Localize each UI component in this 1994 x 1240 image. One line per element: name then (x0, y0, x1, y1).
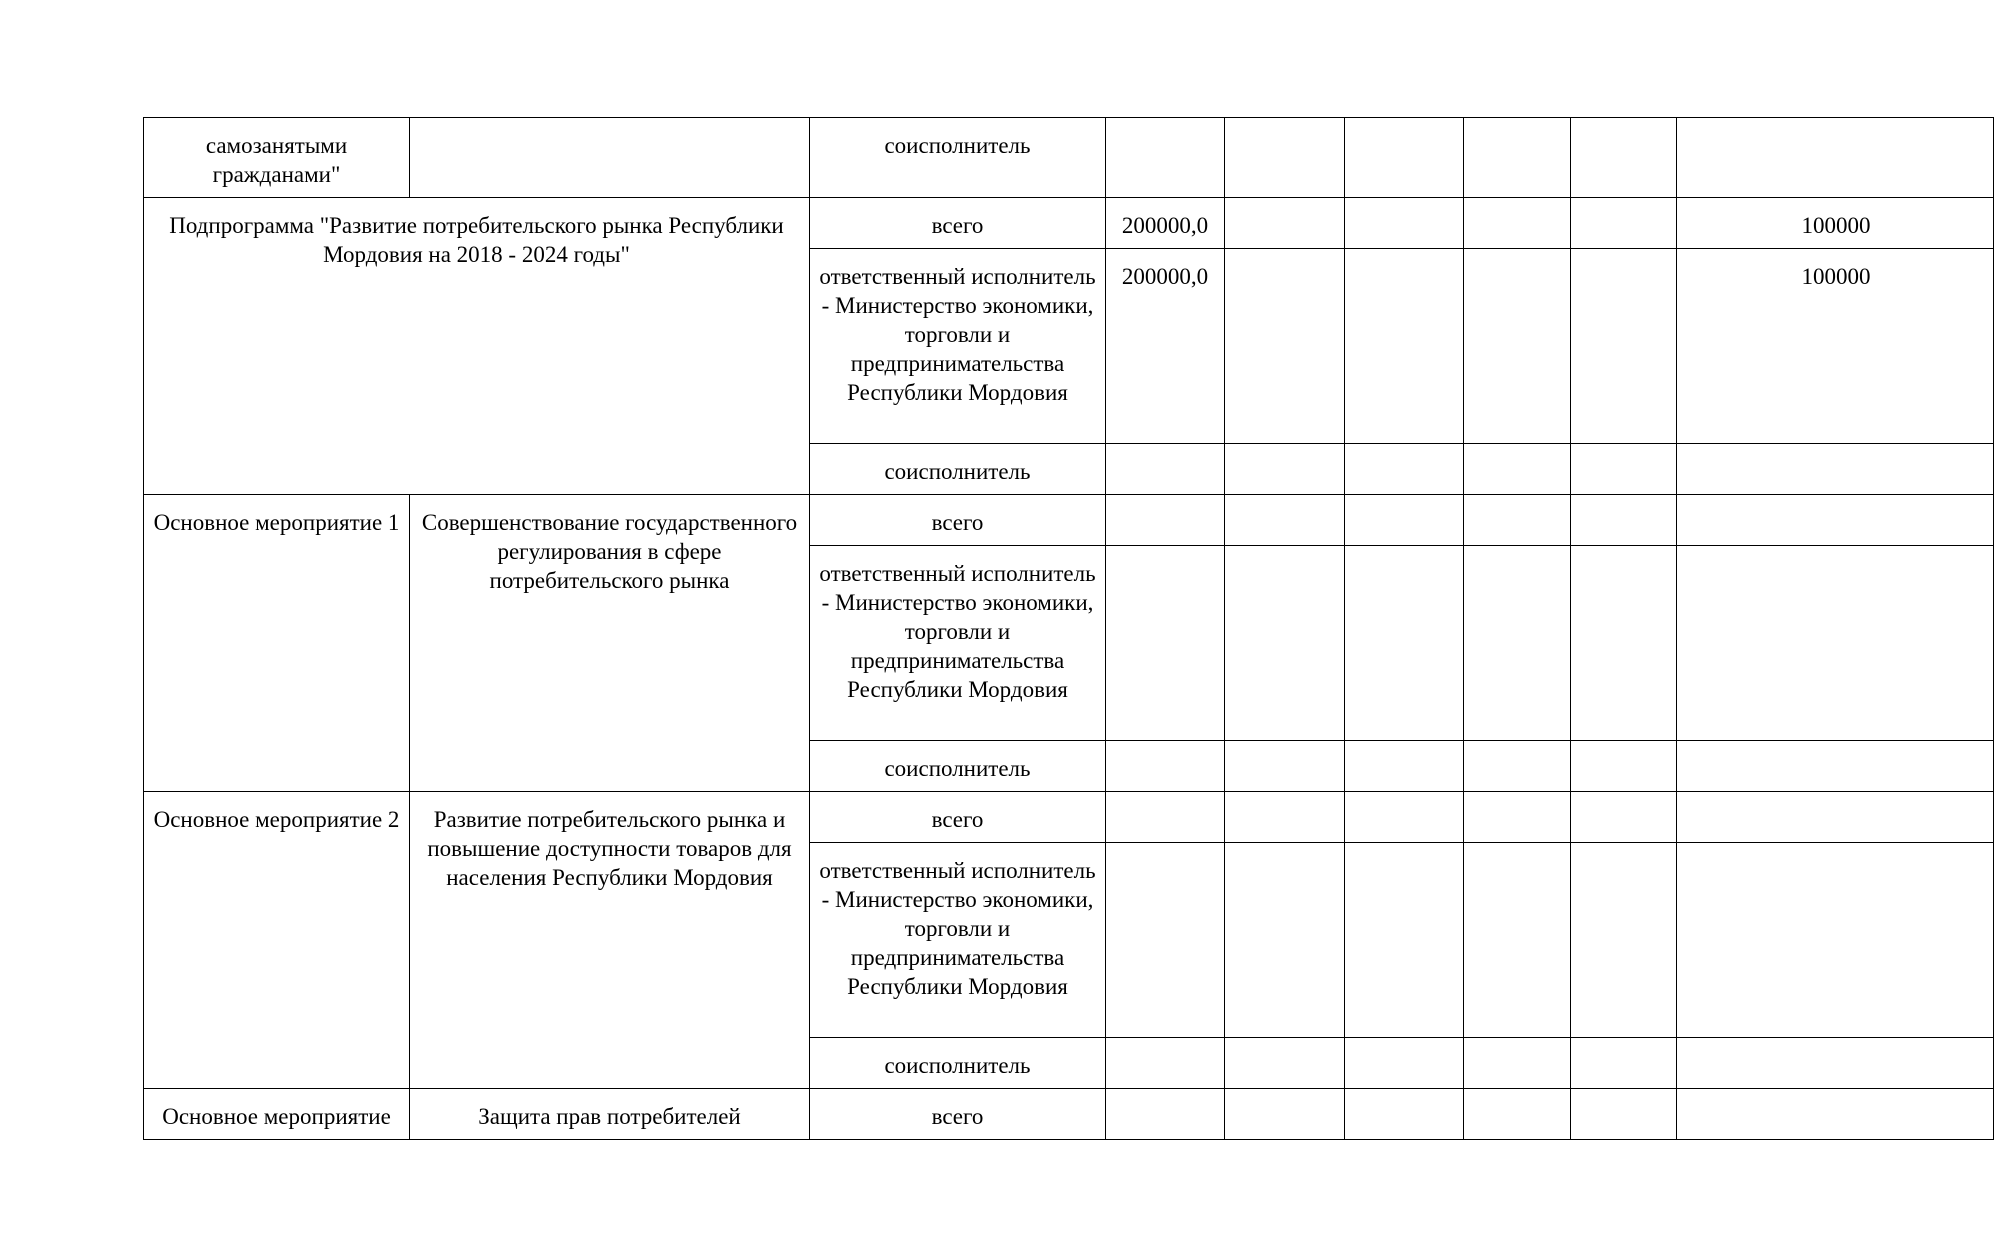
table-row (144, 792, 1994, 843)
value-cell (1345, 495, 1464, 546)
value-cell (1464, 546, 1571, 741)
value-cell (1571, 1038, 1677, 1089)
subprogram-title-cell: Подпрограмма "Развитие потребительского рынка Республики Мордовия на 2018 - 2024 годы" (144, 198, 810, 495)
value-cell (1106, 843, 1225, 1038)
value-cell: 200000,0 (1106, 198, 1225, 249)
table-row (144, 118, 1994, 198)
executor-cell: всего (810, 792, 1106, 843)
value-cell (1225, 198, 1345, 249)
value-cell (1225, 546, 1345, 741)
value-cell (1345, 741, 1464, 792)
value-cell (1106, 444, 1225, 495)
value-cell (1225, 249, 1345, 444)
value-cell (1677, 118, 1994, 198)
value-cell (1677, 1089, 1994, 1140)
measure-desc-cell: Защита прав потребителей (410, 1089, 810, 1140)
executor-cell: ответственный исполнитель - Министерство экономики, торговли и предпринимательства Республики Мордовия (810, 843, 1106, 1038)
value-cell (1106, 495, 1225, 546)
value-cell (1571, 444, 1677, 495)
budget-table (143, 117, 1994, 1140)
value-cell (1464, 1038, 1571, 1089)
value-cell (1571, 198, 1677, 249)
executor-cell: соисполнитель (810, 1038, 1106, 1089)
value-cell: 100000 (1677, 198, 1994, 249)
executor-cell: всего (810, 1089, 1106, 1140)
value-cell (1225, 843, 1345, 1038)
value-cell (1225, 118, 1345, 198)
value-cell (1106, 741, 1225, 792)
value-cell (1345, 1038, 1464, 1089)
value-cell (1106, 792, 1225, 843)
value-cell (1677, 843, 1994, 1038)
value-cell (1464, 843, 1571, 1038)
value-cell (1225, 495, 1345, 546)
table-row (144, 1089, 1994, 1140)
measure-desc-cell: Развитие потребительского рынка и повышение доступности товаров для населения Республики Мордовия (410, 792, 810, 1089)
value-cell (1677, 792, 1994, 843)
value-cell (1225, 1089, 1345, 1140)
executor-cell: ответственный исполнитель - Министерство экономики, торговли и предпринимательства Республики Мордовия (810, 546, 1106, 741)
value-cell (1677, 495, 1994, 546)
value-cell (1464, 198, 1571, 249)
value-cell (1345, 1089, 1464, 1140)
value-cell (1571, 843, 1677, 1038)
value-cell (1677, 546, 1994, 741)
value-cell (1106, 1089, 1225, 1140)
value-cell (1106, 546, 1225, 741)
value-cell (1345, 198, 1464, 249)
value-cell: 200000,0 (1106, 249, 1225, 444)
value-cell (1106, 1038, 1225, 1089)
executor-cell: ответственный исполнитель - Министерство экономики, торговли и предпринимательства Республики Мордовия (810, 249, 1106, 444)
measure-name-cell: самозанятыми гражданами" (144, 118, 410, 198)
value-cell (1225, 792, 1345, 843)
value-cell (1106, 118, 1225, 198)
measure-desc-cell: Совершенствование государственного регулирования в сфере потребительского рынка (410, 495, 810, 792)
measure-name-cell: Основное мероприятие (144, 1089, 410, 1140)
value-cell (1571, 546, 1677, 741)
value-cell (1677, 444, 1994, 495)
value-cell (1225, 741, 1345, 792)
executor-cell: соисполнитель (810, 741, 1106, 792)
measure-name-cell: Основное мероприятие 1 (144, 495, 410, 792)
executor-cell: соисполнитель (810, 118, 1106, 198)
value-cell (1464, 118, 1571, 198)
value-cell (1345, 792, 1464, 843)
value-cell (1571, 1089, 1677, 1140)
value-cell (1571, 495, 1677, 546)
value-cell: 100000 (1677, 249, 1994, 444)
executor-cell: всего (810, 198, 1106, 249)
value-cell (1571, 792, 1677, 843)
value-cell (1225, 1038, 1345, 1089)
executor-cell: соисполнитель (810, 444, 1106, 495)
value-cell (1464, 444, 1571, 495)
measure-name-cell: Основное мероприятие 2 (144, 792, 410, 1089)
value-cell (1345, 118, 1464, 198)
value-cell (1571, 741, 1677, 792)
value-cell (1464, 495, 1571, 546)
value-cell (1345, 843, 1464, 1038)
value-cell (1345, 546, 1464, 741)
value-cell (1225, 444, 1345, 495)
measure-desc-cell (410, 118, 810, 198)
value-cell (1677, 741, 1994, 792)
value-cell (1464, 741, 1571, 792)
value-cell (1464, 1089, 1571, 1140)
value-cell (1677, 1038, 1994, 1089)
value-cell (1345, 444, 1464, 495)
value-cell (1464, 792, 1571, 843)
value-cell (1571, 118, 1677, 198)
value-cell (1464, 249, 1571, 444)
executor-cell: всего (810, 495, 1106, 546)
table-row (144, 198, 1994, 249)
table-row (144, 495, 1994, 546)
value-cell (1345, 249, 1464, 444)
value-cell (1571, 249, 1677, 444)
